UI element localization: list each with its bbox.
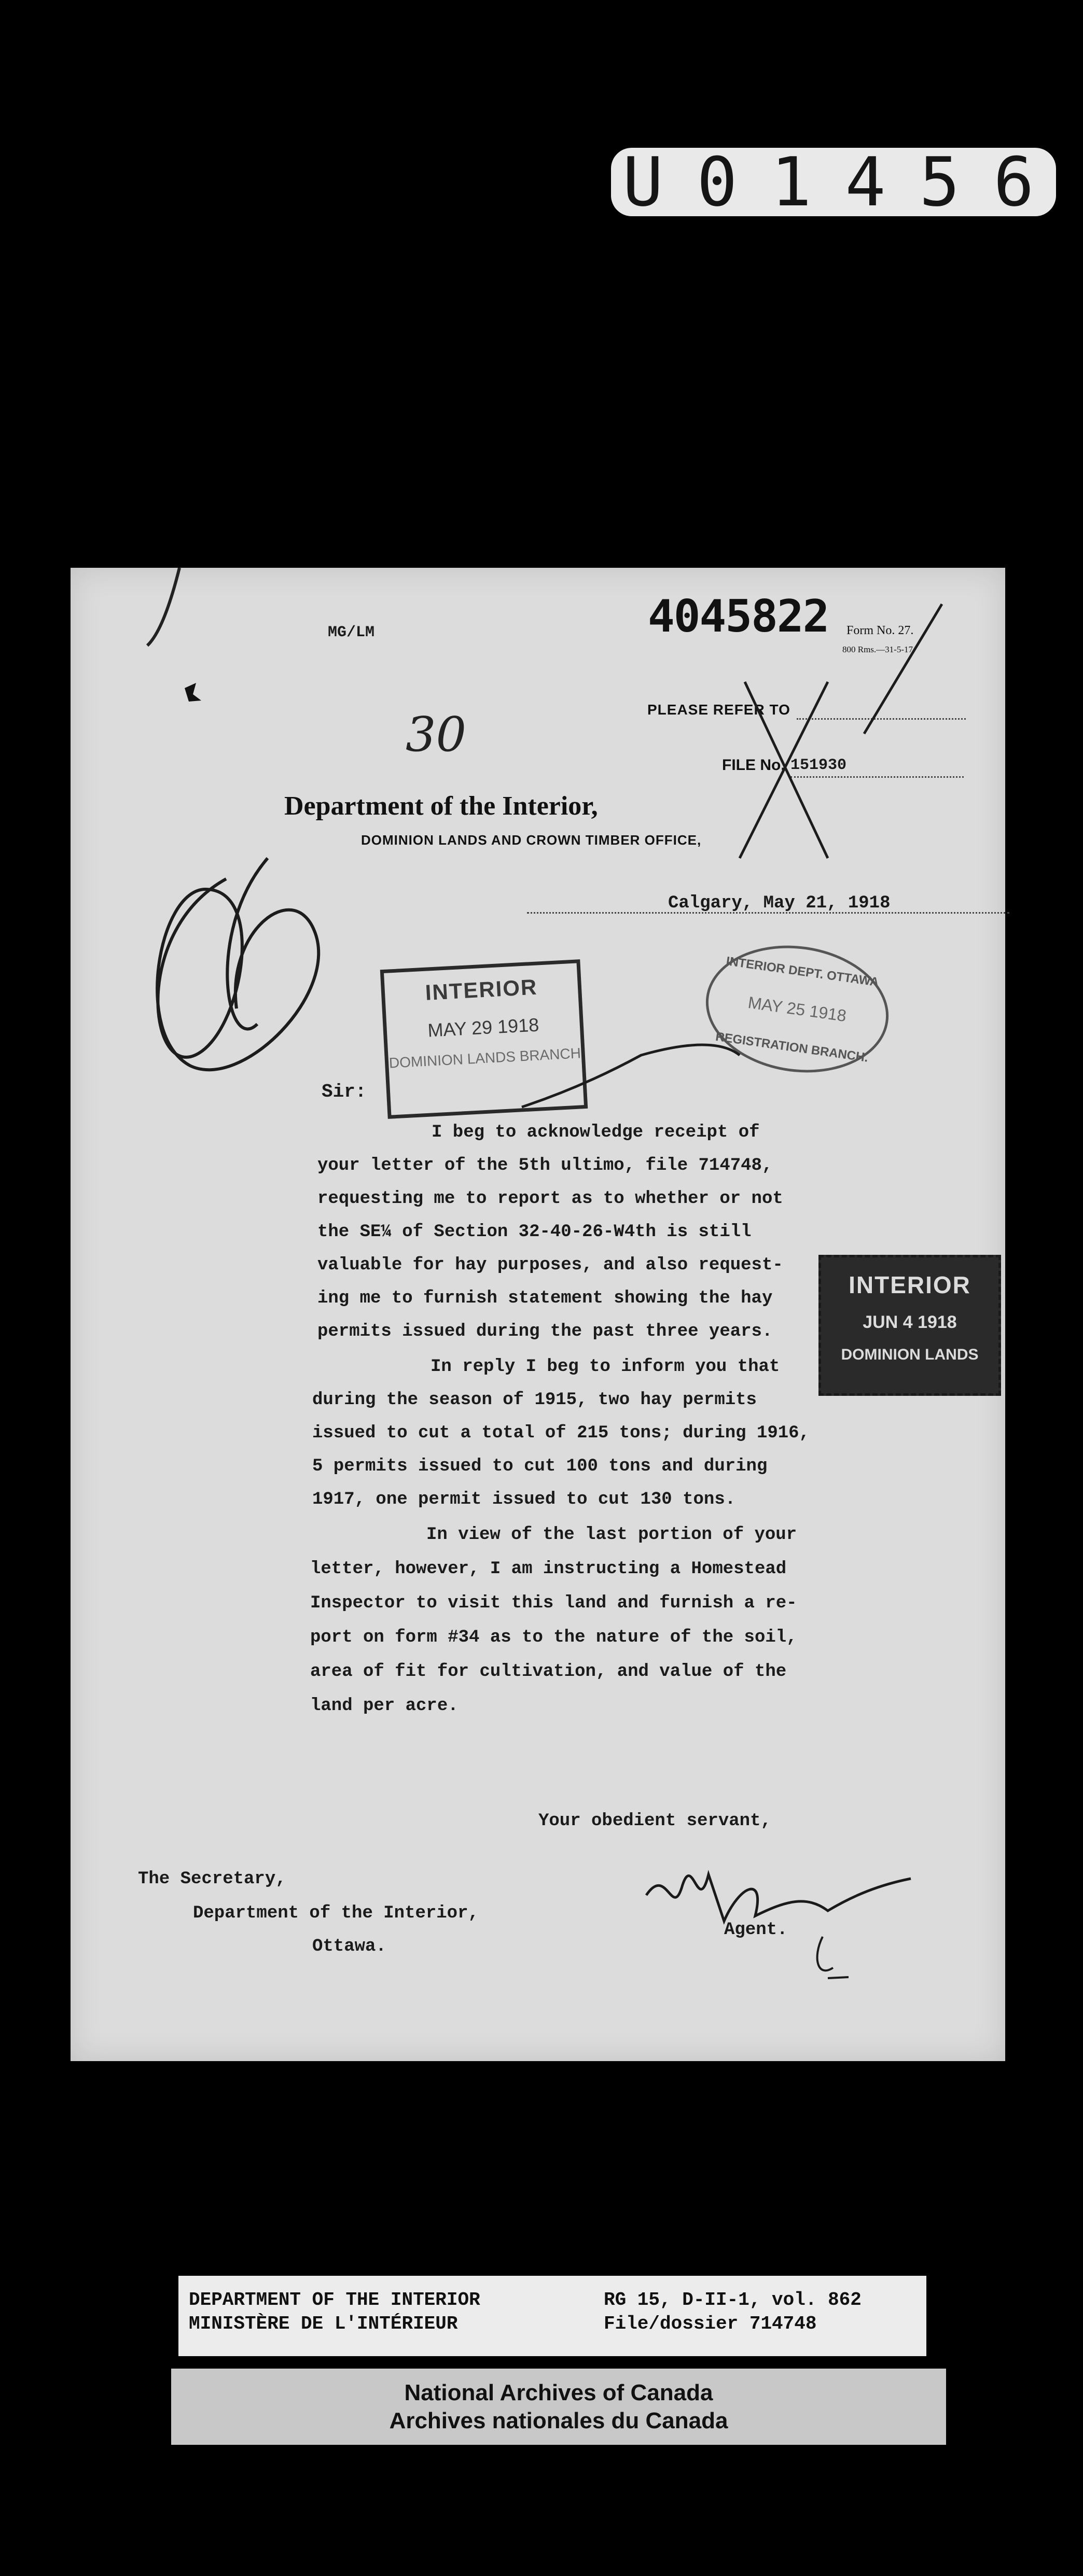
body-line: letter, however, I am instructing a Homestead	[310, 1559, 787, 1579]
body-line: issued to cut a total of 215 tons; during 1916,	[312, 1423, 810, 1443]
body-line: area of fit for cultivation, and value of the	[310, 1662, 787, 1682]
body-line: port on form #34 as to the nature of the soil,	[310, 1628, 797, 1647]
form-print-note: 800 Rms.—31-5-17.	[842, 645, 915, 654]
please-refer-label: PLEASE REFER TO	[647, 702, 790, 718]
body-line: during the season of 1915, two hay permits	[312, 1390, 757, 1410]
body-line: 1917, one permit issued to cut 130 tons.	[312, 1490, 736, 1509]
body-line: ing me to furnish statement showing the hay	[317, 1289, 773, 1308]
document-number: 4045822	[648, 591, 829, 642]
body-line: Inspector to visit this land and furnish a re-	[310, 1593, 797, 1613]
archives-banner	[171, 2369, 946, 2445]
handwritten-marks	[71, 568, 1005, 2061]
reel-digit: 5	[919, 143, 970, 221]
signatory-title: Agent.	[724, 1920, 788, 1940]
label-line: MINISTÈRE DE L'INTÉRIEUR	[189, 2313, 458, 2334]
label-line: DEPARTMENT OF THE INTERIOR	[189, 2289, 480, 2311]
office-heading: DOMINION LANDS AND CROWN TIMBER OFFICE,	[361, 832, 702, 848]
reel-digit: U	[622, 143, 674, 221]
letter-date: Calgary, May 21, 1918	[668, 893, 891, 913]
initial-mark	[817, 1937, 849, 1978]
body-line: permits issued during the past three years.	[317, 1322, 773, 1341]
archives-name-en: National Archives of Canada	[404, 2380, 713, 2405]
connector-line	[522, 1045, 740, 1107]
body-line: land per acre.	[310, 1696, 459, 1716]
stamp-date: JUN 4 1918	[863, 1312, 957, 1332]
body-line: the SE¼ of Section 32-40-26-W4th is still	[317, 1222, 752, 1242]
ink-blot	[185, 683, 201, 702]
body-line: I beg to acknowledge receipt of	[432, 1123, 760, 1142]
body-line: requesting me to report as to whether or not	[317, 1189, 783, 1209]
stamp-date: MAY 29 1918	[427, 1014, 540, 1041]
stamp-text: DOMINION LANDS BRANCH	[388, 1045, 581, 1071]
stamp-text: DOMINION LANDS	[841, 1346, 979, 1363]
stamp-text: INTERIOR	[424, 974, 538, 1005]
body-line: 5 permits issued to cut 100 tons and during	[312, 1457, 768, 1476]
closing: Your obedient servant,	[538, 1811, 771, 1831]
address-line: Department of the Interior,	[193, 1903, 479, 1923]
body-line: In view of the last portion of your	[426, 1525, 797, 1545]
body-line: In reply I beg to inform you that	[431, 1357, 780, 1377]
stamp-text: REGISTRATION BRANCH.	[714, 1029, 869, 1065]
label-line: File/dossier 714748	[604, 2313, 817, 2334]
stamp-text: INTERIOR DEPT. OTTAWA	[725, 954, 880, 990]
archive-reference-label	[178, 2276, 926, 2356]
body-line: valuable for hay purposes, and also request-	[317, 1255, 783, 1275]
body-line: your letter of the 5th ultimo, file 714748,	[317, 1156, 773, 1175]
salutation: Sir:	[322, 1081, 367, 1102]
reel-number-plate	[611, 143, 1056, 221]
stamp-date: MAY 25 1918	[746, 992, 848, 1026]
reel-digit: 6	[993, 143, 1045, 221]
signature-icon	[646, 1874, 911, 1921]
reel-digit: 0	[697, 143, 748, 221]
department-heading: Department of the Interior,	[284, 791, 598, 821]
form-number: Form No. 27.	[846, 624, 914, 637]
reel-digit: 1	[771, 143, 822, 221]
label-line: RG 15, D-II-1, vol. 862	[604, 2289, 862, 2311]
file-number: 151930	[790, 757, 847, 774]
address-line: Ottawa.	[312, 1937, 386, 1956]
reference-initials: MG/LM	[328, 624, 375, 641]
address-line: The Secretary,	[138, 1869, 286, 1889]
cross-out-mark	[740, 604, 942, 858]
file-number-label: FILE No.	[722, 757, 785, 774]
stamp-text: INTERIOR	[849, 1271, 971, 1298]
archives-name-fr: Archives nationales du Canada	[389, 2408, 728, 2433]
corner-pen-mark	[147, 568, 179, 646]
reel-digit: 4	[845, 143, 896, 221]
letter-page	[71, 568, 1005, 2061]
handwritten-number: 30	[406, 707, 467, 762]
initials-scribble-icon	[157, 858, 318, 1070]
